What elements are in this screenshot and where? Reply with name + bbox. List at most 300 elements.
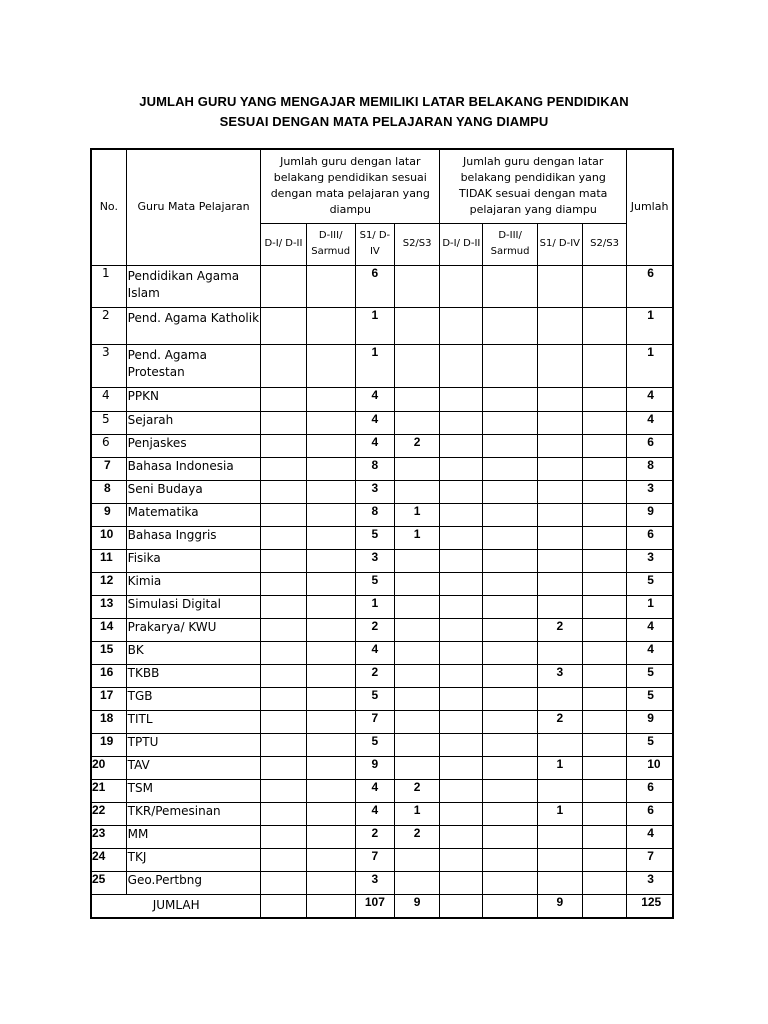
cell-t-s1: 1 <box>537 802 582 825</box>
cell-t-s2s3 <box>582 434 626 457</box>
row-subject: Geo.Pertbng <box>126 871 261 894</box>
subheader-cell: S2/S3 <box>582 223 626 265</box>
cell-s-s2s3 <box>394 687 439 710</box>
cell-t-s2s3 <box>582 710 626 733</box>
cell-jumlah: 4 <box>627 387 673 411</box>
total-row <box>91 894 673 918</box>
cell-t-s2s3 <box>582 848 626 871</box>
cell-s-s2s3 <box>394 848 439 871</box>
cell-t-s2s3 <box>582 572 626 595</box>
cell-jumlah: 4 <box>627 411 673 434</box>
table-row <box>91 641 673 664</box>
total-t-d1 <box>440 894 483 918</box>
cell-s-s1: 5 <box>355 733 394 756</box>
row-subject: Sejarah <box>126 411 261 434</box>
cell-s-s1: 9 <box>355 756 394 779</box>
row-number: 5 <box>91 411 126 434</box>
cell-t-s1 <box>537 871 582 894</box>
cell-s-d1 <box>261 457 306 480</box>
cell-s-s2s3 <box>394 733 439 756</box>
cell-s-d3 <box>306 526 355 549</box>
cell-s-d1 <box>261 848 306 871</box>
cell-s-d3 <box>306 549 355 572</box>
cell-s-d1 <box>261 434 306 457</box>
cell-s-s1: 2 <box>355 664 394 687</box>
cell-s-s1: 4 <box>355 802 394 825</box>
cell-s-d3 <box>306 480 355 503</box>
cell-s-d1 <box>261 572 306 595</box>
total-s-d1 <box>261 894 306 918</box>
table-row <box>91 526 673 549</box>
cell-s-d1 <box>261 526 306 549</box>
row-subject: Matematika <box>126 503 261 526</box>
cell-s-s1: 7 <box>355 848 394 871</box>
cell-jumlah: 4 <box>627 641 673 664</box>
cell-jumlah: 6 <box>627 526 673 549</box>
cell-s-d3 <box>306 434 355 457</box>
cell-s-s1: 3 <box>355 549 394 572</box>
cell-s-s2s3 <box>394 641 439 664</box>
cell-s-d1 <box>261 733 306 756</box>
cell-s-s2s3 <box>394 307 439 344</box>
cell-s-d3 <box>306 503 355 526</box>
table-row <box>91 387 673 411</box>
cell-t-d1 <box>440 802 483 825</box>
row-subject: Fisika <box>126 549 261 572</box>
cell-s-s1: 4 <box>355 387 394 411</box>
table-row <box>91 848 673 871</box>
cell-s-d1 <box>261 618 306 641</box>
cell-s-d3 <box>306 871 355 894</box>
cell-t-d3 <box>483 756 537 779</box>
cell-jumlah: 4 <box>627 618 673 641</box>
row-subject: BK <box>126 641 261 664</box>
row-subject: TKBB <box>126 664 261 687</box>
cell-s-d1 <box>261 387 306 411</box>
subheader-cell: D-I/ D-II <box>261 223 306 265</box>
cell-jumlah: 3 <box>627 871 673 894</box>
cell-t-d3 <box>483 344 537 387</box>
cell-t-s2s3 <box>582 687 626 710</box>
cell-jumlah: 1 <box>627 595 673 618</box>
cell-s-s2s3 <box>394 344 439 387</box>
cell-s-d3 <box>306 595 355 618</box>
header-sesuai: Jumlah guru dengan latar belakang pendidikan sesuai dengan mata pelajaran yang diampu <box>261 149 440 223</box>
row-number: 21 <box>91 779 126 802</box>
cell-t-d1 <box>440 756 483 779</box>
cell-s-s2s3 <box>394 871 439 894</box>
cell-t-s1 <box>537 457 582 480</box>
teacher-table <box>90 148 674 919</box>
cell-jumlah: 3 <box>627 480 673 503</box>
row-subject: Pend. Agama Protestan <box>126 344 261 387</box>
cell-s-d1 <box>261 307 306 344</box>
cell-t-s2s3 <box>582 265 626 307</box>
cell-t-s1 <box>537 733 582 756</box>
cell-t-d1 <box>440 307 483 344</box>
cell-t-d3 <box>483 825 537 848</box>
cell-t-d1 <box>440 664 483 687</box>
cell-s-s1: 3 <box>355 480 394 503</box>
cell-s-s1: 7 <box>355 710 394 733</box>
cell-s-d3 <box>306 825 355 848</box>
cell-t-s2s3 <box>582 503 626 526</box>
table-row <box>91 756 673 779</box>
cell-t-s2s3 <box>582 733 626 756</box>
cell-jumlah: 5 <box>627 733 673 756</box>
cell-s-d3 <box>306 572 355 595</box>
row-number: 22 <box>91 802 126 825</box>
cell-jumlah: 5 <box>627 664 673 687</box>
row-subject: TKJ <box>126 848 261 871</box>
row-subject: Simulasi Digital <box>126 595 261 618</box>
cell-jumlah: 5 <box>627 572 673 595</box>
cell-s-s2s3: 1 <box>394 802 439 825</box>
cell-t-s1 <box>537 503 582 526</box>
row-subject: Pendidikan Agama Islam <box>126 265 261 307</box>
total-s-s2s3: 9 <box>394 894 439 918</box>
cell-t-s2s3 <box>582 825 626 848</box>
cell-s-s2s3 <box>394 595 439 618</box>
cell-t-d1 <box>440 825 483 848</box>
cell-t-d1 <box>440 779 483 802</box>
cell-s-d1 <box>261 344 306 387</box>
cell-t-d1 <box>440 387 483 411</box>
row-number: 11 <box>91 549 126 572</box>
row-number: 19 <box>91 733 126 756</box>
cell-t-d3 <box>483 848 537 871</box>
table-row <box>91 802 673 825</box>
cell-s-s2s3 <box>394 457 439 480</box>
cell-t-s2s3 <box>582 526 626 549</box>
cell-t-s1 <box>537 687 582 710</box>
total-s-s1: 107 <box>355 894 394 918</box>
cell-s-s1: 8 <box>355 503 394 526</box>
cell-t-s2s3 <box>582 802 626 825</box>
cell-s-s1: 2 <box>355 618 394 641</box>
cell-t-s2s3 <box>582 641 626 664</box>
title-line-1: JUMLAH GURU YANG MENGAJAR MEMILIKI LATAR BELAKANG PENDIDIKAN <box>139 94 629 109</box>
cell-t-d1 <box>440 687 483 710</box>
table-row <box>91 618 673 641</box>
cell-t-s2s3 <box>582 549 626 572</box>
cell-s-s2s3: 1 <box>394 503 439 526</box>
row-number: 3 <box>91 344 126 387</box>
cell-s-s2s3: 2 <box>394 825 439 848</box>
cell-s-d1 <box>261 549 306 572</box>
table-row <box>91 733 673 756</box>
cell-s-s1: 5 <box>355 687 394 710</box>
subheader-cell: D-I/ D-II <box>440 223 483 265</box>
cell-jumlah: 6 <box>627 802 673 825</box>
cell-t-s1 <box>537 307 582 344</box>
cell-t-d1 <box>440 457 483 480</box>
cell-t-s1 <box>537 641 582 664</box>
cell-t-d3 <box>483 572 537 595</box>
cell-t-s1 <box>537 344 582 387</box>
cell-t-d3 <box>483 595 537 618</box>
cell-s-d1 <box>261 779 306 802</box>
cell-t-s1 <box>537 480 582 503</box>
header-tidak-sesuai: Jumlah guru dengan latar belakang pendidikan yang TIDAK sesuai dengan mata pelajaran yang diampu <box>440 149 627 223</box>
table-row <box>91 710 673 733</box>
subheader-cell: S2/S3 <box>394 223 439 265</box>
cell-jumlah: 9 <box>627 710 673 733</box>
cell-t-d3 <box>483 664 537 687</box>
cell-t-d3 <box>483 411 537 434</box>
total-t-s2s3 <box>582 894 626 918</box>
cell-s-s2s3: 2 <box>394 434 439 457</box>
cell-s-s1: 5 <box>355 526 394 549</box>
cell-jumlah: 7 <box>627 848 673 871</box>
cell-s-s2s3 <box>394 411 439 434</box>
cell-s-s2s3 <box>394 618 439 641</box>
row-subject: TAV <box>126 756 261 779</box>
cell-t-s2s3 <box>582 595 626 618</box>
cell-s-s1: 3 <box>355 871 394 894</box>
cell-s-s1: 6 <box>355 265 394 307</box>
cell-t-s2s3 <box>582 664 626 687</box>
cell-s-d1 <box>261 595 306 618</box>
cell-t-d3 <box>483 480 537 503</box>
cell-s-d3 <box>306 387 355 411</box>
row-number: 25 <box>91 871 126 894</box>
row-number: 18 <box>91 710 126 733</box>
row-subject: Pend. Agama Katholik <box>126 307 261 344</box>
cell-t-s1 <box>537 779 582 802</box>
cell-s-d3 <box>306 848 355 871</box>
cell-s-d3 <box>306 618 355 641</box>
cell-t-d1 <box>440 411 483 434</box>
row-number: 6 <box>91 434 126 457</box>
cell-s-s2s3 <box>394 480 439 503</box>
cell-jumlah: 1 <box>627 344 673 387</box>
cell-t-d1 <box>440 710 483 733</box>
cell-t-s1 <box>537 434 582 457</box>
row-subject: MM <box>126 825 261 848</box>
cell-t-s2s3 <box>582 618 626 641</box>
cell-t-d3 <box>483 779 537 802</box>
cell-t-d3 <box>483 549 537 572</box>
cell-s-d3 <box>306 710 355 733</box>
cell-s-d1 <box>261 503 306 526</box>
table-row <box>91 480 673 503</box>
cell-s-s1: 4 <box>355 779 394 802</box>
cell-s-s1: 1 <box>355 344 394 387</box>
cell-s-s2s3 <box>394 664 439 687</box>
cell-t-s2s3 <box>582 756 626 779</box>
cell-t-d3 <box>483 871 537 894</box>
total-t-s1: 9 <box>537 894 582 918</box>
cell-t-d3 <box>483 503 537 526</box>
cell-s-s2s3 <box>394 572 439 595</box>
cell-jumlah: 8 <box>627 457 673 480</box>
cell-s-d1 <box>261 480 306 503</box>
row-subject: Bahasa Inggris <box>126 526 261 549</box>
cell-t-s1 <box>537 549 582 572</box>
cell-t-s1 <box>537 526 582 549</box>
cell-s-d3 <box>306 344 355 387</box>
table-row <box>91 779 673 802</box>
row-number: 15 <box>91 641 126 664</box>
cell-t-s1 <box>537 572 582 595</box>
cell-t-d3 <box>483 687 537 710</box>
cell-s-d1 <box>261 825 306 848</box>
cell-t-s2s3 <box>582 457 626 480</box>
cell-s-s2s3 <box>394 387 439 411</box>
cell-s-d3 <box>306 265 355 307</box>
cell-jumlah: 3 <box>627 549 673 572</box>
cell-s-d1 <box>261 756 306 779</box>
cell-t-s1: 2 <box>537 710 582 733</box>
cell-s-d1 <box>261 687 306 710</box>
cell-t-s2s3 <box>582 344 626 387</box>
cell-t-s2s3 <box>582 779 626 802</box>
subheader-cell: D-III/ Sarmud <box>483 223 537 265</box>
cell-t-s2s3 <box>582 387 626 411</box>
cell-t-s2s3 <box>582 480 626 503</box>
table-row <box>91 871 673 894</box>
cell-s-d3 <box>306 733 355 756</box>
cell-t-s1: 2 <box>537 618 582 641</box>
cell-t-d1 <box>440 503 483 526</box>
total-s-d3 <box>306 894 355 918</box>
cell-t-d1 <box>440 265 483 307</box>
table-row <box>91 595 673 618</box>
subheader-cell: D-III/ Sarmud <box>306 223 355 265</box>
row-number: 9 <box>91 503 126 526</box>
cell-t-s2s3 <box>582 307 626 344</box>
cell-jumlah: 6 <box>627 779 673 802</box>
row-subject: Prakarya/ KWU <box>126 618 261 641</box>
row-subject: Seni Budaya <box>126 480 261 503</box>
cell-s-s2s3 <box>394 756 439 779</box>
cell-t-d1 <box>440 733 483 756</box>
cell-s-s2s3: 2 <box>394 779 439 802</box>
row-subject: PPKN <box>126 387 261 411</box>
cell-s-s1: 4 <box>355 411 394 434</box>
cell-t-d3 <box>483 265 537 307</box>
cell-t-d1 <box>440 549 483 572</box>
cell-s-s2s3: 1 <box>394 526 439 549</box>
row-subject: TGB <box>126 687 261 710</box>
total-jumlah: 125 <box>627 894 673 918</box>
cell-s-d1 <box>261 664 306 687</box>
cell-t-d1 <box>440 641 483 664</box>
cell-s-s2s3 <box>394 549 439 572</box>
cell-s-d3 <box>306 411 355 434</box>
cell-t-d1 <box>440 434 483 457</box>
row-number: 10 <box>91 526 126 549</box>
cell-s-d3 <box>306 641 355 664</box>
row-number: 17 <box>91 687 126 710</box>
row-number: 16 <box>91 664 126 687</box>
cell-jumlah: 6 <box>627 265 673 307</box>
cell-s-s1: 4 <box>355 434 394 457</box>
table-row <box>91 411 673 434</box>
cell-jumlah: 5 <box>627 687 673 710</box>
cell-t-s1 <box>537 411 582 434</box>
cell-t-s2s3 <box>582 871 626 894</box>
cell-t-d1 <box>440 572 483 595</box>
cell-t-s1 <box>537 848 582 871</box>
table-row <box>91 687 673 710</box>
cell-t-d3 <box>483 733 537 756</box>
row-number: 1 <box>91 265 126 307</box>
cell-t-d1 <box>440 618 483 641</box>
table-row <box>91 307 673 344</box>
cell-s-d1 <box>261 871 306 894</box>
row-subject: Bahasa Indonesia <box>126 457 261 480</box>
cell-jumlah: 10 <box>627 756 673 779</box>
cell-s-s2s3 <box>394 710 439 733</box>
cell-s-s1: 2 <box>355 825 394 848</box>
cell-s-s2s3 <box>394 265 439 307</box>
cell-t-d3 <box>483 618 537 641</box>
total-label: JUMLAH <box>91 894 261 918</box>
cell-s-d1 <box>261 411 306 434</box>
cell-t-d3 <box>483 387 537 411</box>
cell-t-s1 <box>537 265 582 307</box>
cell-t-s1 <box>537 825 582 848</box>
table-row <box>91 825 673 848</box>
header-jumlah: Jumlah <box>627 149 673 265</box>
row-number: 2 <box>91 307 126 344</box>
table-row <box>91 503 673 526</box>
cell-s-s1: 1 <box>355 307 394 344</box>
cell-jumlah: 6 <box>627 434 673 457</box>
cell-s-d1 <box>261 710 306 733</box>
table-row <box>91 572 673 595</box>
cell-s-s1: 5 <box>355 572 394 595</box>
cell-t-d3 <box>483 641 537 664</box>
cell-s-s1: 8 <box>355 457 394 480</box>
subheader-cell: S1/ D-IV <box>537 223 582 265</box>
row-number: 4 <box>91 387 126 411</box>
row-number: 12 <box>91 572 126 595</box>
header-no: No. <box>91 149 126 265</box>
header-subject: Guru Mata Pelajaran <box>126 149 261 265</box>
cell-t-d3 <box>483 434 537 457</box>
cell-t-d1 <box>440 848 483 871</box>
cell-t-d1 <box>440 480 483 503</box>
cell-s-d1 <box>261 802 306 825</box>
subheader-cell: S1/ D-IV <box>355 223 394 265</box>
cell-jumlah: 1 <box>627 307 673 344</box>
cell-t-d3 <box>483 802 537 825</box>
cell-s-d3 <box>306 307 355 344</box>
cell-t-d1 <box>440 871 483 894</box>
cell-t-d3 <box>483 710 537 733</box>
cell-s-d3 <box>306 457 355 480</box>
cell-jumlah: 9 <box>627 503 673 526</box>
row-number: 8 <box>91 480 126 503</box>
cell-s-d3 <box>306 756 355 779</box>
table-row <box>91 664 673 687</box>
row-subject: Kimia <box>126 572 261 595</box>
cell-jumlah: 4 <box>627 825 673 848</box>
table-row <box>91 344 673 387</box>
row-subject: TSM <box>126 779 261 802</box>
total-t-d3 <box>483 894 537 918</box>
cell-t-s1 <box>537 595 582 618</box>
table-row <box>91 434 673 457</box>
cell-t-s2s3 <box>582 411 626 434</box>
cell-s-d3 <box>306 779 355 802</box>
cell-s-s1: 4 <box>355 641 394 664</box>
cell-s-d3 <box>306 664 355 687</box>
table-row <box>91 549 673 572</box>
